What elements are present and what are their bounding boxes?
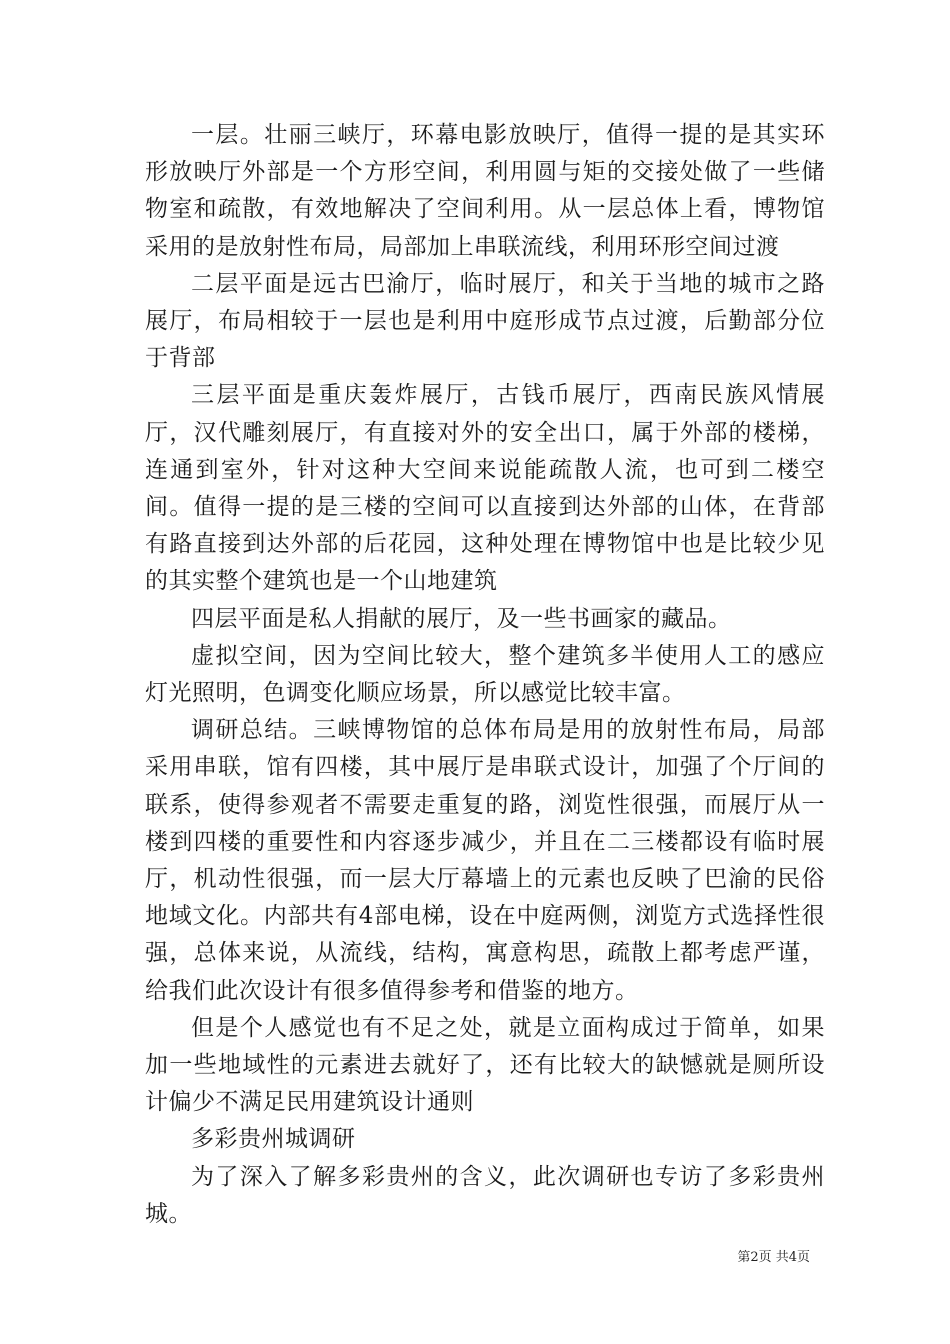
paragraph-guizhou-intro: 为了深入了解多彩贵州的含义，此次调研也专访了多彩贵州城。 <box>145 1163 825 1227</box>
section-heading: 多彩贵州城调研 <box>191 1126 356 1153</box>
paragraph-survey-summary: 调研总结。三峡博物馆的总体布局是用的放射性布局，局部采用串联，馆有四楼，其中展厅是串联式设计，加强了个厅间的联系，使得参观者不需要走重复的路，浏览性很强，而展厅从一楼到四楼的重要性和内容逐步减少，并且在二三楼都设有临时展厅，机动性很强，而一层大厅幕墙上的元素也反映了巴渝的民俗地域文化。内部共有4部电梯，设在中庭两侧，浏览方式选择性很强，总体来说，从流线，结构，寓意构思，疏散上都考虑严谨，给我们此次设计有很多值得参考和借鉴的地方。 <box>145 717 825 1004</box>
paragraph-floor-two: 二层平面是远古巴渝厅，临时展厅，和关于当地的城市之路展厅，布局相较于一层也是利用中庭形成节点过渡，后勤部分位于背部 <box>145 270 825 372</box>
page-number: 第2页 共4页 <box>737 1250 810 1265</box>
paragraph-floor-one: 一层。壮丽三峡厅，环幕电影放映厅，值得一提的是其实环形放映厅外部是一个方形空间，利用圆与矩的交接处做了一些储物室和疏散，有效地解决了空间利用。从一层总体上看，博物馆采用的是放射性布局，局部加上串联流线，利用环形空间过渡 <box>145 122 825 260</box>
document-body <box>145 117 825 1233</box>
paragraph-shortcomings: 但是个人感觉也有不足之处，就是立面构成过于简单，如果加一些地域性的元素进去就好了，还有比较大的缺憾就是厕所设计偏少不满足民用建筑设计通则 <box>145 1014 825 1116</box>
paragraph-floor-three: 三层平面是重庆轰炸展厅，古钱币展厅，西南民族风情展厅，汉代雕刻展厅，有直接对外的安全出口，属于外部的楼梯，连通到室外，针对这种大空间来说能疏散人流，也可到二楼空间。值得一提的是三楼的空间可以直接到达外部的山体，在背部有路直接到达外部的后花园，这种处理在博物馆中也是比较少见的其实整个建筑也是一个山地建筑 <box>145 382 825 595</box>
paragraph-floor-four: 四层平面是私人捐献的展厅，及一些书画家的藏品。 <box>191 605 732 632</box>
paragraph-virtual-space: 虚拟空间，因为空间比较大，整个建筑多半使用人工的感应灯光照明，色调变化顺应场景，所以感觉比较丰富。 <box>145 642 825 707</box>
